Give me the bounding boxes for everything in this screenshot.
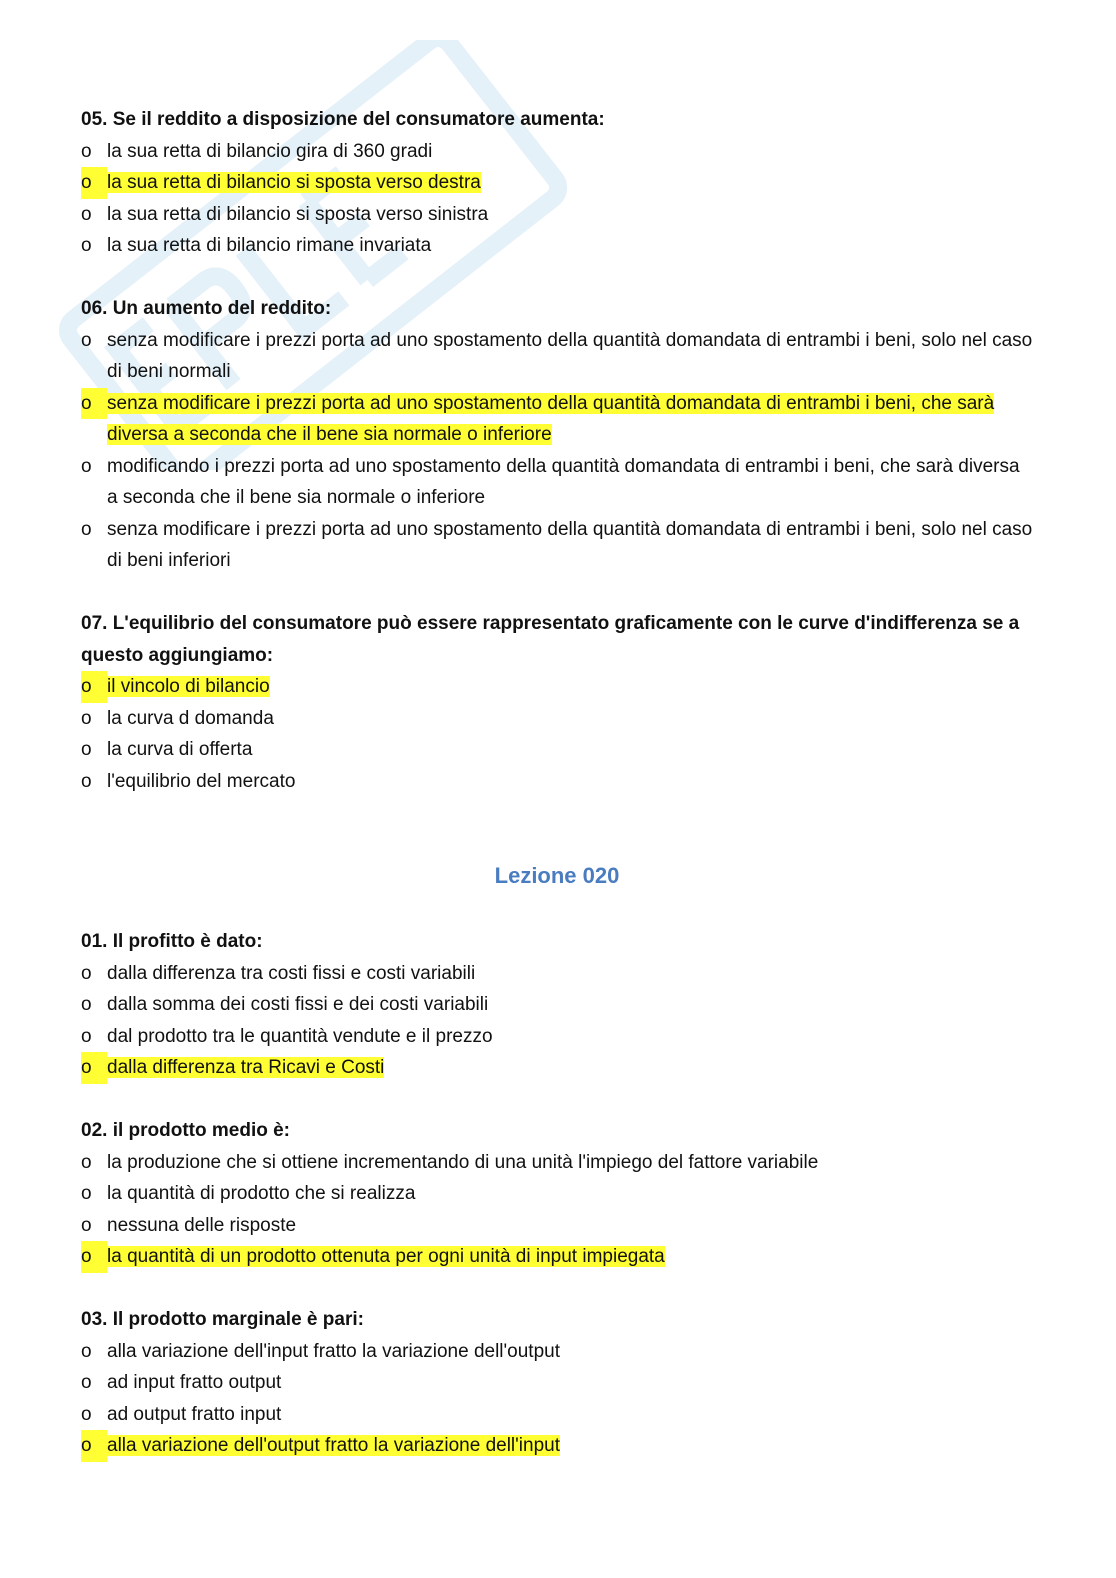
question-title: 06. Un aumento del reddito: [81,298,332,319]
answer-option [81,766,1033,798]
question-title: 02. il prodotto medio è: [81,1120,291,1141]
option-list [81,136,1033,262]
option-text: ad input fratto output [107,1372,282,1393]
circle-bullet-icon: o [81,140,92,162]
answer-option [81,1367,1033,1399]
circle-bullet-icon: o [81,671,107,703]
answer-option [81,325,1033,388]
section-a [81,104,1033,797]
circle-bullet-icon: o [81,1430,107,1462]
circle-bullet-icon: o [81,1151,92,1173]
option-text: senza modificare i prezzi porta ad uno spostamento della quantità domandata di entrambi i beni, solo nel caso di beni inferiori [107,518,1033,571]
option-text: la sua retta di bilancio si sposta verso sinistra [107,203,489,225]
question [81,608,1033,797]
option-list [81,1147,1033,1273]
answer-option-correct [81,167,1033,199]
option-text: alla variazione dell'input fratto la variazione dell'output [107,1340,560,1362]
answer-option-correct [81,1241,1033,1273]
circle-bullet-icon: o [81,770,92,792]
option-text: senza modificare i prezzi porta ad uno spostamento della quantità domandata di entrambi i beni, solo nel caso di beni normali [107,329,1033,382]
circle-bullet-icon: o [81,1025,92,1047]
option-text: dalla differenza tra costi fissi e costi variabili [107,962,476,984]
option-list [81,958,1033,1084]
option-text: la quantità di prodotto che si realizza [107,1183,416,1204]
answer-option [81,1399,1033,1431]
circle-bullet-icon: o [81,388,107,420]
circle-bullet-icon: o [81,518,92,540]
option-list [81,325,1033,577]
question-title: 03. Il prodotto marginale è pari: [81,1309,364,1330]
option-list [81,1336,1033,1462]
circle-bullet-icon: o [81,1052,107,1084]
circle-bullet-icon: o [81,329,92,351]
circle-bullet-icon: o [81,707,92,729]
circle-bullet-icon: o [81,1214,92,1236]
circle-bullet-icon: o [81,1183,92,1204]
circle-bullet-icon: o [81,1241,107,1273]
option-list [81,671,1033,797]
answer-option [81,136,1033,168]
circle-bullet-icon: o [81,1403,92,1425]
option-text: la sua retta di bilancio rimane invariata [107,235,432,256]
circle-bullet-icon: o [81,167,107,199]
answer-option [81,1210,1033,1242]
answer-option-correct [81,1052,1033,1084]
circle-bullet-icon: o [81,962,92,984]
question [81,926,1033,1084]
option-text: nessuna delle risposte [107,1214,297,1236]
option-text: la curva d domanda [107,707,274,729]
circle-bullet-icon: o [81,739,92,760]
option-text: la curva di offerta [107,739,253,760]
answer-option [81,734,1033,766]
answer-option [81,1147,1033,1179]
circle-bullet-icon: o [81,235,92,256]
option-text: dal prodotto tra le quantità vendute e il prezzo [107,1025,493,1047]
option-text: la produzione che si ottiene incrementando di una unità l'impiego del fattore variabile [107,1151,819,1173]
option-text: dalla differenza tra Ricavi e Costi [107,1057,385,1078]
answer-option [81,989,1033,1021]
question [81,104,1033,262]
question-title: 05. Se il reddito a disposizione del consumatore aumenta: [81,109,605,130]
option-text: la quantità di un prodotto ottenuta per ogni unità di input impiegata [107,1246,665,1267]
circle-bullet-icon: o [81,1372,92,1393]
answer-option [81,230,1033,262]
section-b [81,926,1033,1462]
option-text: ad output fratto input [107,1403,282,1425]
option-text: la sua retta di bilancio gira di 360 gradi [107,140,433,162]
option-text: il vincolo di bilancio [107,676,270,697]
answer-option [81,199,1033,231]
question [81,1115,1033,1273]
answer-option [81,1336,1033,1368]
answer-option [81,958,1033,990]
answer-option-correct [81,1430,1033,1462]
option-text: l'equilibrio del mercato [107,770,296,792]
option-text: la sua retta di bilancio si sposta verso destra [107,172,481,193]
circle-bullet-icon: o [81,1340,92,1362]
circle-bullet-icon: o [81,203,92,225]
answer-option [81,703,1033,735]
answer-option [81,1021,1033,1053]
option-text: senza modificare i prezzi porta ad uno spostamento della quantità domandata di entrambi i beni, che sarà diversa a seconda che il bene sia normale o inferiore [107,392,995,445]
answer-option-correct [81,388,1033,451]
question-title: 07. L'equilibrio del consumatore può essere rappresentato graficamente con le curve d'indifferenza se a questo aggiungiamo: [81,613,1020,666]
answer-option [81,514,1033,577]
circle-bullet-icon: o [81,455,92,477]
option-text: modificando i prezzi porta ad uno spostamento della quantità domandata di entrambi i beni, che sarà diversa a seconda che il bene sia normale o inferiore [107,455,1020,508]
answer-option [81,1178,1033,1210]
option-text: alla variazione dell'output fratto la variazione dell'input [107,1435,560,1456]
circle-bullet-icon: o [81,994,92,1015]
lesson-heading: Lezione 020 [494,863,620,888]
answer-option-correct [81,671,1033,703]
option-text: dalla somma dei costi fissi e dei costi variabili [107,994,489,1015]
question-title: 01. Il profitto è dato: [81,931,263,952]
question [81,293,1033,577]
document-page [81,104,1033,1462]
answer-option [81,451,1033,514]
question [81,1304,1033,1462]
